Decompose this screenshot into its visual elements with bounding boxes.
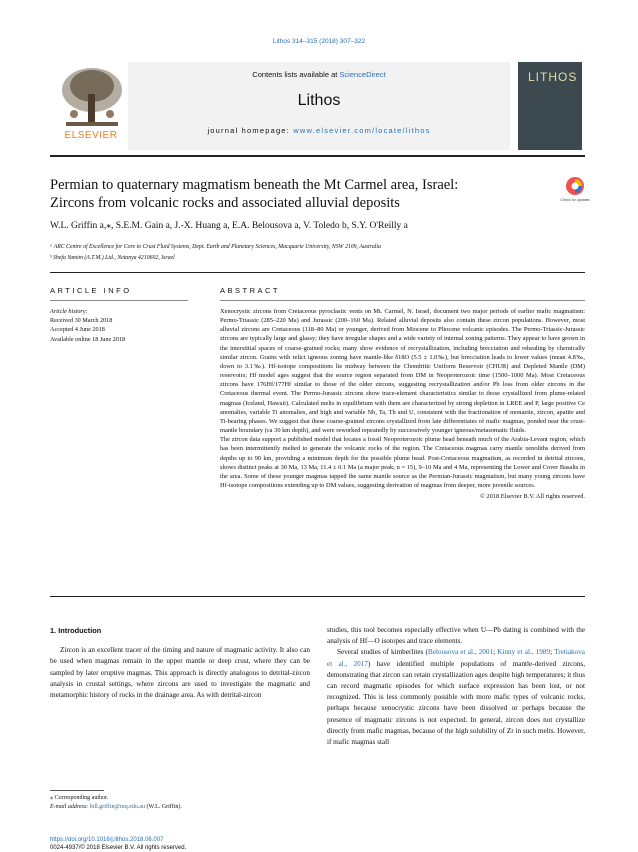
issn-line: 0024-4937/© 2018 Elsevier B.V. All rights reserved.: [50, 845, 187, 851]
crossmark-label: Check for updates: [560, 198, 590, 202]
cover-title: LITHOS: [528, 70, 578, 84]
elsevier-wordmark: ELSEVIER: [64, 130, 118, 141]
online-date: Available online 18 June 2018: [50, 335, 126, 343]
elsevier-tree-logo: [56, 64, 128, 130]
body-column-1: [50, 625, 310, 701]
title-line-2: Zircons from volcanic rocks and associated alluvial deposits: [50, 195, 400, 211]
contents-prefix: Contents lists available at: [252, 70, 340, 79]
abstract-paragraph-2: The zircon data support a published model that locates a fossil Neoproterozoic plume head beneath much of the Arabia-Levant region, which has been intermittently melted to generate the volcanic rocks of the region. The Cretaceous magmas carry mantle xenoliths derived from depths up to 90 km, providing a minimum depth for the possible plume head. Post-Cretaceous magmatism, as recorded in detrital zircons, shows distinct peaks at 30 Ma, 13 Ma, 11.4 ± 0.1 Ma (a major peak; n = 15), 9–10 Ma and 4 Ma, representing the Lower and Cover Basalts in the area. Some of these younger magmas tapped the same mantle source as the Permian-Jurassic magmatism, but many young zircons have Hf-isotope compositions extending up to DM values, suggesting derivation of magmas from deeper, more juvenile sources.: [220, 436, 585, 489]
email-line: [50, 803, 182, 812]
journal-name: Lithos: [297, 92, 341, 109]
article-info-heading: ARTICLE INFO: [50, 286, 132, 295]
section-heading-introduction: 1. Introduction: [50, 626, 102, 635]
footnote-rule: [50, 790, 104, 791]
homepage-line: [128, 126, 510, 135]
email-suffix: (W.L. Griffin).: [145, 804, 182, 810]
footnote: [50, 794, 182, 812]
sciencedirect-link[interactable]: ScienceDirect: [339, 70, 386, 79]
abstract-copyright: © 2018 Elsevier B.V. All rights reserved.: [479, 493, 585, 501]
citation-separator: ;: [550, 648, 555, 657]
header-rule: [50, 155, 585, 157]
history-label: Article history:: [50, 308, 88, 315]
paragraph-text: Several studies of kimberlites (: [337, 648, 428, 657]
abstract-heading: ABSTRACT: [220, 286, 281, 295]
homepage-link[interactable]: www.elsevier.com/locate/lithos: [293, 126, 431, 135]
article-history: [50, 307, 125, 344]
article-info-rule: [50, 300, 188, 301]
intro-paragraph-1: Zircon is an excellent tracer of the timing and nature of magmatic activity. It also can be used when magmas remain in the upper mantle or deep crust, where they can be sampled by later eruptive magmas. This approach is directly analogous to detrital-zircon analysis in crustal settings, where zircons are used to investigate the magmatic and metamorphic history of rocks in the drainage area. As with detrital-zircon: [50, 646, 310, 700]
abstract-body: [220, 307, 585, 501]
corresponding-author: ⁎ Corresponding author.: [50, 795, 109, 801]
contents-line: [128, 70, 510, 79]
email-link[interactable]: bill.griffin@mq.edu.au: [89, 804, 146, 810]
citation-link[interactable]: Kinny et al., 1989: [497, 648, 551, 657]
email-label: E-mail address:: [50, 804, 90, 810]
abstract-paragraph-1: Xenocrystic zircons from Cretaceous pyroclastic vents on Mt. Carmel, N. Israel, document two major periods of earlier mafic magmatism: Permo-Triassic (285–220 Ma) and Jurassic (200–160 Ma). Related alluvial deposits also contain these zircon populations. However, most alluvial zircons are Cretaceous (118–80 Ma) or younger, derived from Miocene to Pliocene volcanic episodes. The Permo-Triassic-Jurassic zircons are typically large and glassy; they have irregular shapes and a wide variety of internal zoning patterns. They appear to have grown in the interstitial spaces of coarse-grained rocks; many show evidence of recrystallization, including brecciation and rehealing by chemically similar zircon. Grains with relict igneous zoning have mantle-like δ18O (5.5 ± 1.0‰), but brecciation leads to lower values (mean 4.8‰, down to 3.1‰). Hf-isotope compositions lie midway between the Chondritic Uniform Reservoir (CHUR) and Depleted Mantle (DM) reservoirs; Hf model ages suggest that the source region separated from DM in Neoproterozoic time (1500–1000 Ma). Most Cretaceous zircons have 176Hf/177Hf similar to those of the older zircons, suggesting recrystallization and/or Pb loss from older zircons in the Cretaceous thermal event. The Permo-Jurassic zircons show trace-element characteristics similar to those crystallized from plume-related magmas (Iceland, Hawaii). Calculated melts in equilibrium with them are characterized by strong depletion in LREE and P, large positive Ce anomalies, variable Ti anomalies, and high and variable Nb, Ta, Th and U, consistent with the fractionation of monazite, zircon, apatite and Ti-bearing phases. We suggest that these coarse-grained zircons crystallized from late differentiates of mafic magmas, ponded near the crust-mantle boundary (ca 30 km depth), and were reworked repeatedly by successively younger igneous/metasomatic fluids.: [220, 308, 585, 435]
intro-paragraph-continued: studies, this tool becomes especially effective when U—Pb dating is combined with the analysis of Hf—O isotopes and trace elements.: [327, 626, 585, 646]
doi-block: [50, 836, 186, 852]
article-title: [50, 176, 570, 212]
author-list: W.L. Griffin a,⁎, S.E.M. Gain a, J.-X. Huang a, E.A. Belousova a, V. Toledo b, S.Y. O'Reilly a: [50, 221, 408, 231]
paragraph-text: ) have identified multiple populations of mantle-derived zircons, demonstrating that zircon can retain crystallization ages despite high temperatures; it thus can record magmatic episodes for which surface expression has been lost, or not recognized. This is less commonly possible with more mafic types of volcanic rocks, perhaps because xenocrystic zircons have been dissolved or perhaps because the presence of magmatic zircons is not expected. In general, zircon does not crystallize directly from mafic magmas, because of the high solubility of Zr in such melts. However, if mafic magmas stall: [327, 659, 586, 747]
abstract-bottom-rule: [50, 596, 585, 597]
body-column-2: [327, 625, 585, 748]
citation-link[interactable]: Belousova et al., 2001: [427, 648, 494, 657]
citation-separator: ;: [493, 648, 498, 657]
journal-reference[interactable]: Lithos 314–315 (2018) 307–322: [272, 38, 366, 45]
affiliation-a: ᵃ ARC Centre of Excellence for Core to Crust Fluid Systems, Dept. Earth and Planetary Sciences, Macquarie University, NSW 2109, Australia: [50, 244, 381, 250]
affiliation-b: ᵇ Shefa Yamim (A.T.M.) Ltd., Netanya 4210602, Israel: [50, 255, 175, 261]
accepted-date: Accepted 4 June 2018: [50, 326, 105, 334]
title-line-1: Permian to quaternary magmatism beneath the Mt Carmel area, Israel:: [50, 177, 459, 193]
intro-paragraph-2: [327, 647, 585, 748]
citation-link[interactable]: Tretiakova et al., 2017: [327, 648, 586, 668]
check-for-updates-icon[interactable]: [562, 175, 588, 205]
received-date: Received 30 March 2018: [50, 317, 113, 325]
abstract-rule: [220, 300, 585, 301]
doi-link[interactable]: https://doi.org/10.1016/j.lithos.2018.06.007: [50, 837, 164, 843]
section-rule: [50, 272, 585, 273]
homepage-prefix: journal homepage:: [207, 126, 294, 135]
